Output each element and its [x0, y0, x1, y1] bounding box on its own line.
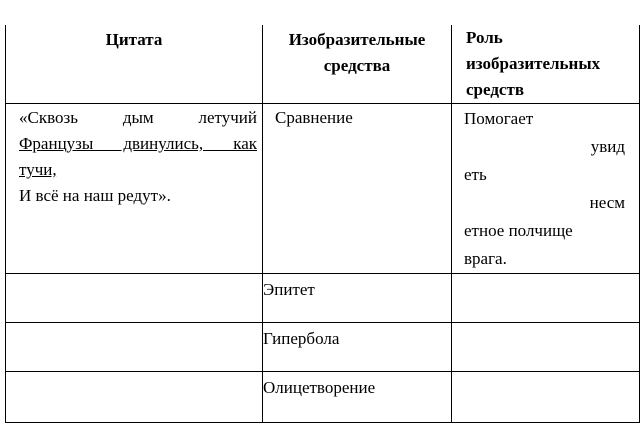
quote-line: Французы двинулись, как: [19, 134, 257, 153]
quote-text: [6, 323, 257, 324]
means-text: Эпитет: [263, 280, 315, 299]
quote-cell: [6, 104, 263, 274]
means-text: Гипербола: [263, 329, 340, 348]
table-row: [6, 372, 640, 423]
quote-text: [6, 104, 257, 209]
table-row: [6, 104, 640, 274]
role-line: Помогает: [464, 109, 534, 128]
table-header-row: [6, 25, 640, 104]
quote-line: И всё на наш редут».: [19, 186, 171, 205]
quote-text: [6, 372, 257, 373]
role-line: врага.: [464, 249, 507, 268]
role-cell: [452, 323, 640, 372]
header-cell-quote: [6, 25, 263, 104]
quote-line: тучи,: [19, 160, 57, 179]
header-quote-label: Цитата: [105, 30, 163, 49]
role-cell: [452, 274, 640, 323]
means-cell: [263, 274, 452, 323]
means-cell: [263, 104, 452, 274]
means-text: Олицетворение: [263, 378, 376, 397]
role-cell: [452, 104, 640, 274]
table-row: [6, 323, 640, 372]
header-cell-means: [263, 25, 452, 104]
means-text: Сравнение: [275, 108, 353, 127]
role-line: етное полчище: [464, 221, 573, 240]
role-text: [452, 104, 639, 273]
literary-devices-table: [5, 25, 640, 423]
quote-line: «Сквозь дым летучий: [19, 108, 257, 127]
role-text: [452, 274, 639, 275]
role-text: [452, 372, 639, 373]
quote-cell: [6, 274, 263, 323]
role-line: увид: [590, 137, 625, 156]
header-role-label: Роль изобразительных средств: [466, 28, 601, 99]
role-text: [452, 323, 639, 324]
means-cell: [263, 372, 452, 423]
literary-devices-table-container: [5, 25, 639, 414]
role-line: несм: [589, 193, 625, 212]
quote-cell: [6, 323, 263, 372]
means-cell: [263, 323, 452, 372]
role-cell: [452, 372, 640, 423]
table-row: [6, 274, 640, 323]
header-cell-role: [452, 25, 640, 104]
role-line: еть: [464, 165, 487, 184]
quote-cell: [6, 372, 263, 423]
quote-text: [6, 274, 257, 275]
header-means-label: Изобразительные средства: [288, 30, 426, 75]
